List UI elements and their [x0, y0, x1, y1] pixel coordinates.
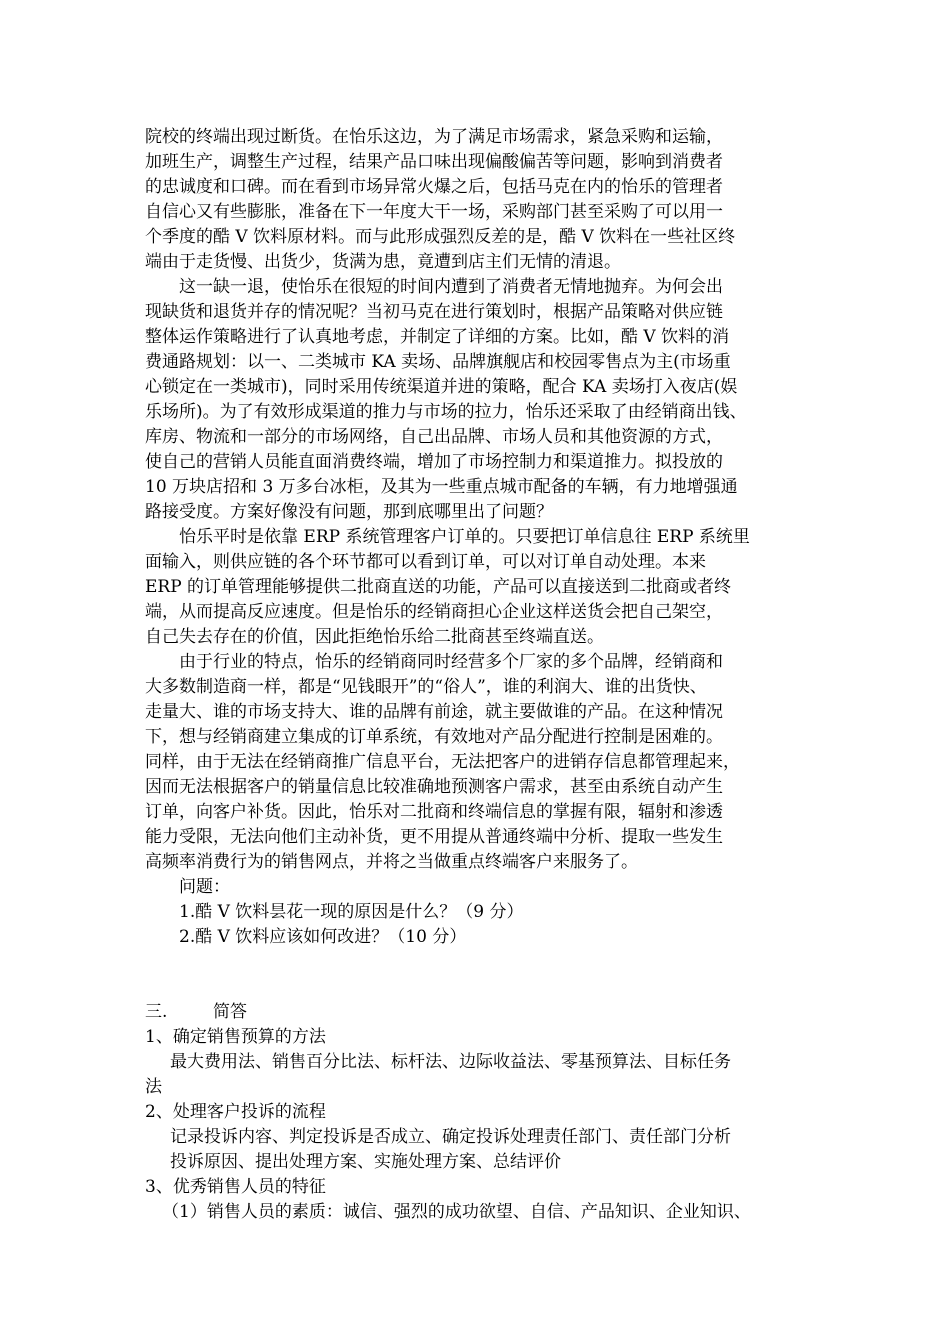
question-1: 1.酷 V 饮料昙花一现的原因是什么？（9 分） [179, 902, 524, 922]
questions-label: 问题： [179, 877, 230, 897]
paragraph2-line: 这一缺一退，使怡乐在很短的时间内遭到了消费者无情地抛弃。为何会出 [179, 277, 723, 297]
section-title: 简答 [213, 1002, 247, 1022]
paragraph3-line: 自己失去存在的价值，因此拒绝怡乐给二批商甚至终端直送。 [145, 627, 604, 647]
paragraph2-line: 乐场所)。为了有效形成渠道的推力与市场的拉力，怡乐还采取了由经销商出钱、 [145, 402, 747, 422]
paragraph2-line: 整体运作策略进行了认真地考虑，并制定了详细的方案。比如，酷 V 饮料的消 [145, 327, 730, 347]
paragraph1-line: 自信心又有些膨胀，准备在下一年度大干一场，采购部门甚至采购了可以用一 [145, 202, 723, 222]
item1-answer-line: 法 [145, 1077, 162, 1097]
item2-answer-line: 记录投诉内容、判定投诉是否成立、确定投诉处理责任部门、责任部门分析 [170, 1127, 731, 1147]
paragraph4-line: 因而无法根据客户的销量信息比较准确地预测客户需求，甚至由系统自动产生 [145, 777, 723, 797]
paragraph1-line: 个季度的酷 V 饮料原材料。而与此形成强烈反差的是，酷 V 饮料在一些社区终 [145, 227, 736, 247]
paragraph4-line: 下，想与经销商建立集成的订单系统，有效地对产品分配进行控制是困难的。 [145, 727, 723, 747]
item1-title: 1、确定销售预算的方法 [145, 1027, 326, 1047]
paragraph2-line: 费通路规划：以一、二类城市 KA 卖场、品牌旗舰店和校园零售点为主(市场重 [145, 352, 731, 372]
paragraph2-line: 使自己的营销人员能直面消费终端，增加了市场控制力和渠道推力。拟投放的 [145, 452, 723, 472]
paragraph2-line: 10 万块店招和 3 万多台冰柜，及其为一些重点城市配备的车辆，有力地增强通 [145, 477, 738, 497]
item2-title: 2、处理客户投诉的流程 [145, 1102, 326, 1122]
item1-answer-line: 最大费用法、销售百分比法、标杆法、边际收益法、零基预算法、目标任务 [170, 1052, 731, 1072]
paragraph2-line: 库房、物流和一部分的市场网络，自己出品牌、市场人员和其他资源的方式， [145, 427, 723, 447]
section-heading [145, 1000, 247, 1024]
paragraph3-line: 端，从而提高反应速度。但是怡乐的经销商担心企业这样送货会把自己架空， [145, 602, 723, 622]
paragraph1-line: 端由于走货慢、出货少，货满为患，竟遭到店主们无情的清退。 [145, 252, 621, 272]
item3-sub-point: （1）销售人员的素质：诚信、强烈的成功欲望、自信、产品知识、企业知识、 [162, 1202, 751, 1222]
paragraph2-line: 现缺货和退货并存的情况呢？当初马克在进行策划时，根据产品策略对供应链 [145, 302, 723, 322]
paragraph1-line: 院校的终端出现过断货。在怡乐这边，为了满足市场需求，紧急采购和运输， [145, 127, 723, 147]
paragraph3-line: 面输入，则供应链的各个环节都可以看到订单，可以对订单自动处理。本来 [145, 552, 706, 572]
paragraph4-line: 高频率消费行为的销售网点，并将之当做重点终端客户来服务了。 [145, 852, 638, 872]
paragraph4-line: 同样，由于无法在经销商推广信息平台，无法把客户的进销存信息都管理起来， [145, 752, 740, 772]
paragraph3-line: 怡乐平时是依靠 ERP 系统管理客户订单的。只要把订单信息往 ERP 系统里 [179, 527, 750, 547]
item2-answer-line: 投诉原因、提出处理方案、实施处理方案、总结评价 [170, 1152, 561, 1172]
paragraph1-line: 加班生产，调整生产过程，结果产品口味出现偏酸偏苦等问题，影响到消费者 [145, 152, 723, 172]
paragraph2-line: 心锁定在一类城市)，同时采用传统渠道并进的策略，配合 KA 卖场打入夜店(娱 [145, 377, 738, 397]
paragraph1-line: 的忠诚度和口碑。而在看到市场异常火爆之后，包括马克在内的怡乐的管理者 [145, 177, 723, 197]
paragraph4-line: 大多数制造商一样，都是“见钱眼开”的“俗人”，谁的利润大、谁的出货快、 [145, 677, 707, 697]
paragraph4-line: 能力受限，无法向他们主动补货，更不用提从普通终端中分析、提取一些发生 [145, 827, 723, 847]
paragraph3-line: ERP 的订单管理能够提供二批商直送的功能，产品可以直接送到二批商或者终 [145, 577, 732, 597]
section-number: 三. [145, 1002, 168, 1022]
paragraph2-line: 路接受度。方案好像没有问题，那到底哪里出了问题？ [145, 502, 553, 522]
paragraph4-line: 走量大、谁的市场支持大、谁的品牌有前途，就主要做谁的产品。在这种情况 [145, 702, 723, 722]
question-2: 2.酷 V 饮料应该如何改进？（10 分） [179, 927, 467, 947]
paragraph4-line: 订单，向客户补货。因此，怡乐对二批商和终端信息的掌握有限，辐射和渗透 [145, 802, 723, 822]
item3-title: 3、优秀销售人员的特征 [145, 1177, 326, 1197]
paragraph4-line: 由于行业的特点，怡乐的经销商同时经营多个厂家的多个品牌，经销商和 [179, 652, 723, 672]
